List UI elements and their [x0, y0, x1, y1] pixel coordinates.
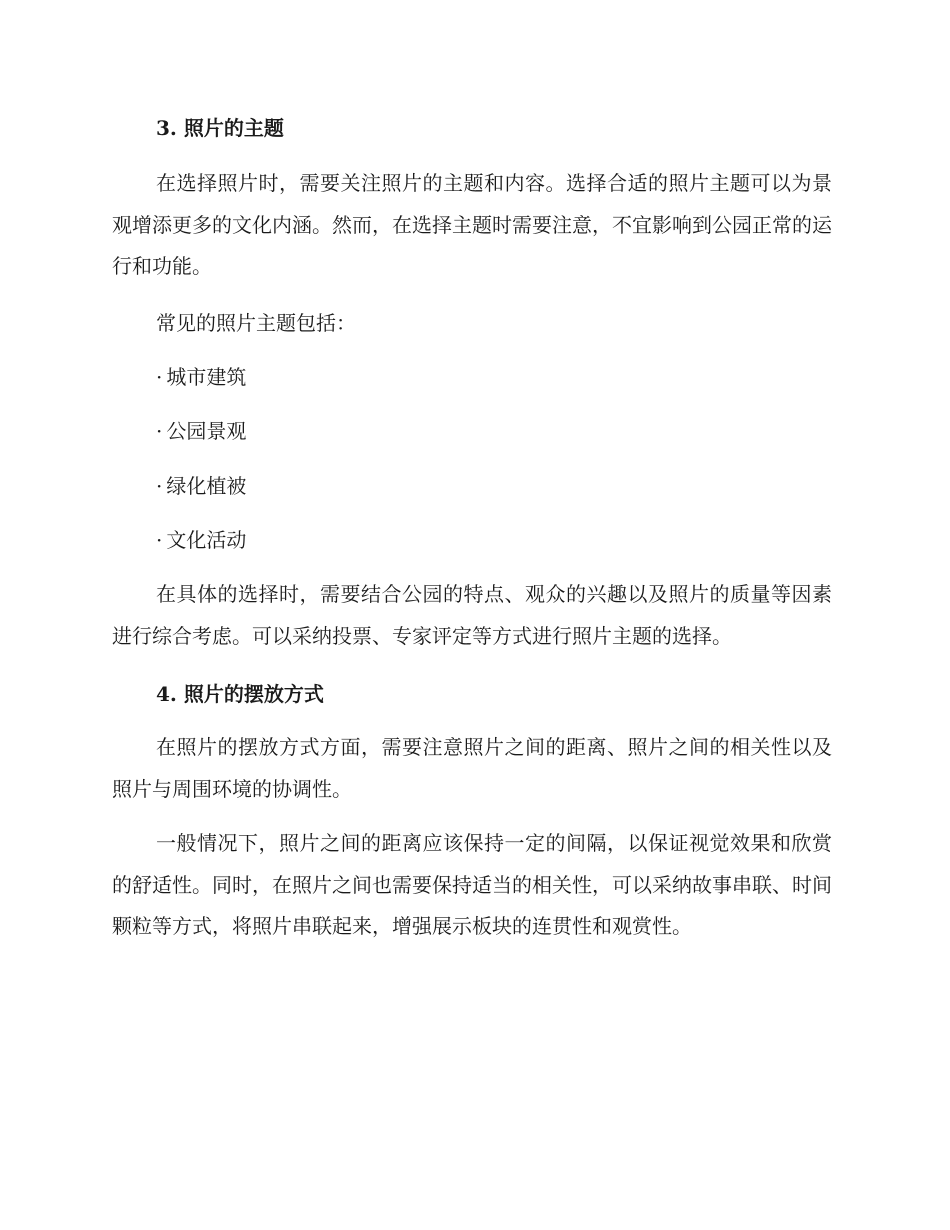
section-3-paragraph-2: 在具体的选择时，需要结合公园的特点、观众的兴趣以及照片的质量等因素进行综合考虑。可以采纳投票、专家评定等方式进行照片主题的选择。: [112, 582, 832, 648]
bullet-label: 城市建筑: [166, 365, 247, 389]
bullet-label: 公园景观: [166, 419, 247, 443]
section-3-intro: 常见的照片主题包括：: [156, 311, 356, 335]
bullet-marker: ·: [156, 365, 163, 389]
bullet-marker: ·: [156, 474, 163, 498]
bullet-marker: ·: [156, 419, 163, 443]
section-4-heading: 4. 照片的摆放方式: [156, 682, 324, 706]
section-4-paragraph-1: 在照片的摆放方式方面，需要注意照片之间的距离、照片之间的相关性以及照片与周围环境的协调性。: [112, 735, 832, 801]
section-3-heading: 3. 照片的主题: [156, 116, 284, 140]
bullet-label: 文化活动: [166, 528, 247, 552]
bullet-label: 绿化植被: [166, 474, 247, 498]
bullet-item: [156, 367, 246, 387]
bullet-item: [156, 530, 246, 550]
bullet-marker: ·: [156, 528, 163, 552]
bullet-item: [156, 476, 246, 496]
section-3-paragraph-1: 在选择照片时，需要关注照片的主题和内容。选择合适的照片主题可以为景观增添更多的文化内涵。然而，在选择主题时需要注意，不宜影响到公园正常的运行和功能。: [112, 171, 832, 278]
section-4-paragraph-2: 一般情况下，照片之间的距离应该保持一定的间隔，以保证视觉效果和欣赏的舒适性。同时，在照片之间也需要保持适当的相关性，可以采纳故事串联、时间颗粒等方式，将照片串联起来，增强展示板块的连贯性和观赏性。: [112, 831, 832, 938]
bullet-item: [156, 421, 246, 441]
